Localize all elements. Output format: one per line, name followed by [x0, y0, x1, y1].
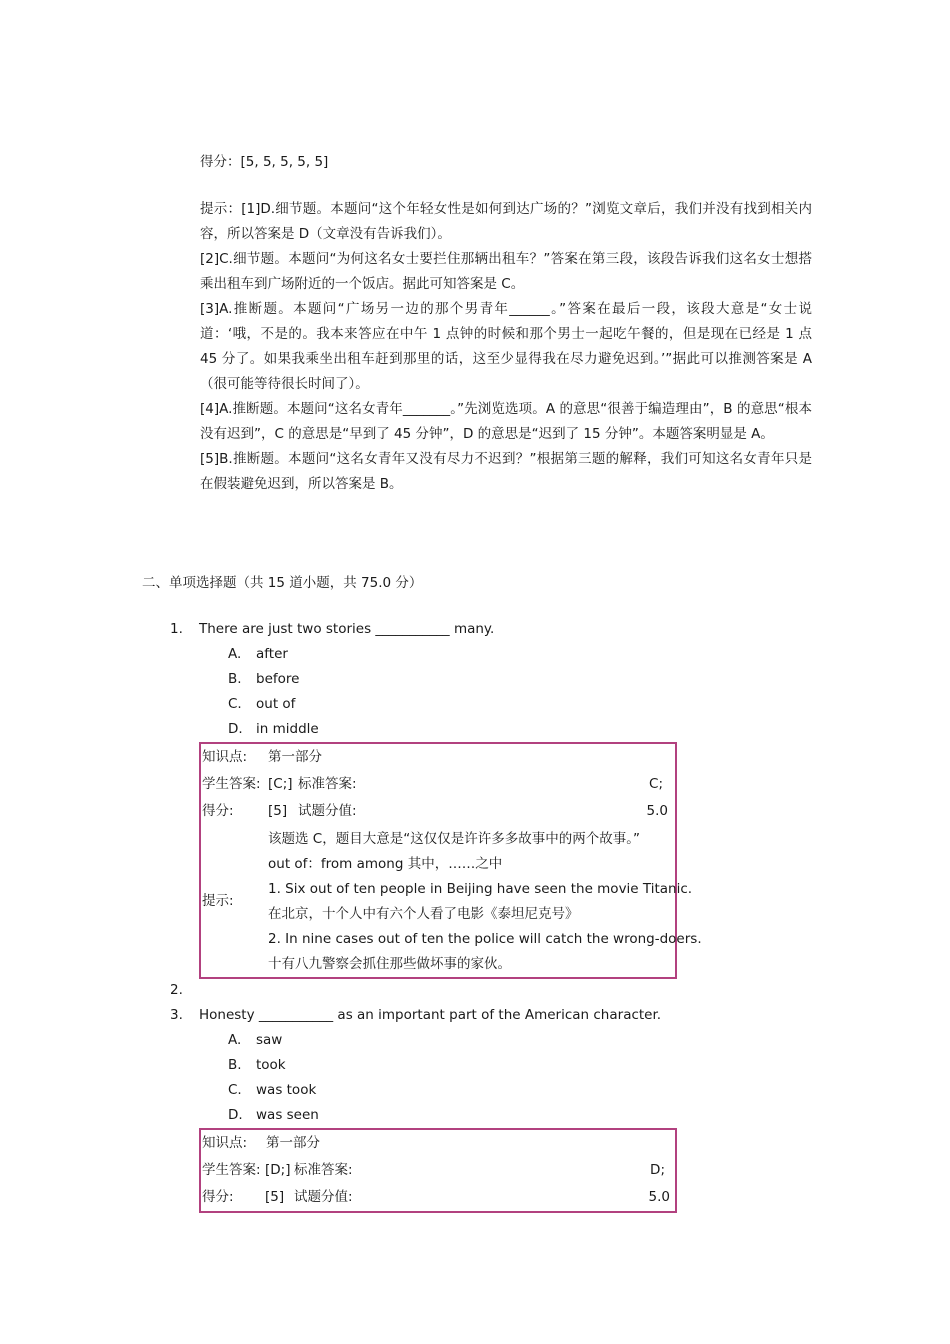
- question-number: 1.: [170, 621, 183, 637]
- hint-line: 2. In nine cases out of ten the police will catch the wrong-doers.: [268, 931, 702, 947]
- answer-row: [201, 771, 675, 798]
- hint-line: 1. Six out of ten people in Beijing have seen the movie Titanic.: [268, 881, 693, 897]
- knowledge-value: 第一部分: [266, 1135, 320, 1151]
- question-text: Honesty ___________ as an important part of the American character.: [199, 1007, 662, 1023]
- student-answer-value: [C;]: [268, 776, 293, 792]
- option-c[interactable]: C. out of: [228, 696, 296, 712]
- points-label: 试题分值:: [298, 803, 357, 819]
- answer-row: [201, 1157, 675, 1184]
- option-b[interactable]: B. took: [228, 1057, 286, 1073]
- score-row: [201, 798, 675, 825]
- question-number: 3.: [170, 1007, 183, 1023]
- hint-row: [201, 825, 702, 977]
- option-a[interactable]: A. saw: [228, 1032, 283, 1048]
- question-number: 2.: [170, 982, 183, 998]
- option-c[interactable]: C. was took: [228, 1082, 317, 1098]
- points-label: 试题分值:: [294, 1189, 353, 1205]
- points-value: 5.0: [646, 803, 668, 819]
- score-value: [5]: [265, 1189, 285, 1205]
- option-d[interactable]: D. was seen: [228, 1107, 319, 1123]
- hint-label: 提示:: [202, 893, 234, 909]
- score-label: 得分:: [202, 803, 234, 819]
- knowledge-row: [201, 744, 675, 771]
- hint-line: 该题选 C，题目大意是“这仅仅是许许多多故事中的两个故事。”: [268, 831, 640, 847]
- hints-section: [200, 197, 812, 497]
- score-label: 得分:: [202, 1189, 234, 1205]
- answer-box-q1: [199, 742, 702, 979]
- hint-line: out of：from among 其中，……之中: [268, 856, 503, 872]
- hint-paragraph-5: [5]B.推断题。本题问“这名女青年又没有尽力不迟到？”根据第三题的解释，我们可知这名女青年只是在假装避免迟到，所以答案是 B。: [200, 451, 812, 492]
- option-d[interactable]: D. in middle: [228, 721, 319, 737]
- score-row: [201, 1184, 675, 1211]
- standard-answer-label: 标准答案:: [294, 1162, 353, 1178]
- question-2: [170, 982, 199, 998]
- question-1: [170, 621, 494, 637]
- hint-paragraph-3: [3]A.推断题。本题问“广场另一边的那个男青年______。”答案在最后一段，该段大意是“女士说道：‘哦，不是的。我本来答应在中午 1 点钟的时候和那个男士一起吃午餐的，但是现在已经是 1 点 45 分了。如果我乘坐出租车赶到那里的话，这至少显得我在尽力避免迟到。’”据此可以推测答案是 A（很可能等待很长时间了）。: [200, 301, 812, 392]
- points-value: 5.0: [648, 1189, 670, 1205]
- option-b[interactable]: B. before: [228, 671, 300, 687]
- knowledge-value: 第一部分: [268, 749, 322, 765]
- hint-paragraph-2: [2]C.细节题。本题问“为何这名女士要拦住那辆出租车？”答案在第三段，该段告诉我们这名女士想搭乘出租车到广场附近的一个饭店。据此可知答案是 C。: [200, 251, 812, 292]
- knowledge-label: 知识点:: [202, 749, 248, 765]
- student-answer-value: [D;]: [265, 1162, 291, 1178]
- hint-line: 十有八九警察会抓住那些做坏事的家伙。: [268, 956, 511, 972]
- hint-content: [268, 825, 702, 977]
- question-3: [170, 1007, 661, 1023]
- answer-box-q3: [199, 1128, 677, 1213]
- score-value: [5]: [268, 803, 288, 819]
- question-text: There are just two stories ___________ many.: [199, 621, 495, 637]
- student-answer-label: 学生答案:: [202, 1162, 261, 1178]
- student-answer-label: 学生答案:: [202, 776, 261, 792]
- standard-answer-value: D;: [650, 1162, 665, 1178]
- hint-paragraph-1: 提示：[1]D.细节题。本题问“这个年轻女性是如何到达广场的？”浏览文章后，我们并没有找到相关内容，所以答案是 D（文章没有告诉我们）。: [200, 201, 812, 242]
- hint-line: 在北京，十个人中有六个人看了电影《泰坦尼克号》: [268, 906, 579, 922]
- section-title: 二、单项选择题（共 15 道小题，共 75.0 分）: [142, 575, 423, 591]
- knowledge-label: 知识点:: [202, 1135, 248, 1151]
- option-a[interactable]: A. after: [228, 646, 288, 662]
- score-summary: 得分：[5, 5, 5, 5, 5]: [200, 154, 329, 170]
- standard-answer-value: C;: [649, 776, 663, 792]
- knowledge-row: [201, 1130, 675, 1157]
- hint-paragraph-4: [4]A.推断题。本题问“这名女青年_______。”先浏览选项。A 的意思“很善于编造理由”，B 的意思“根本没有迟到”，C 的意思是“早到了 45 分钟”，D 的意思是“迟到了 15 分钟”。本题答案明显是 A。: [200, 401, 812, 442]
- standard-answer-label: 标准答案:: [298, 776, 357, 792]
